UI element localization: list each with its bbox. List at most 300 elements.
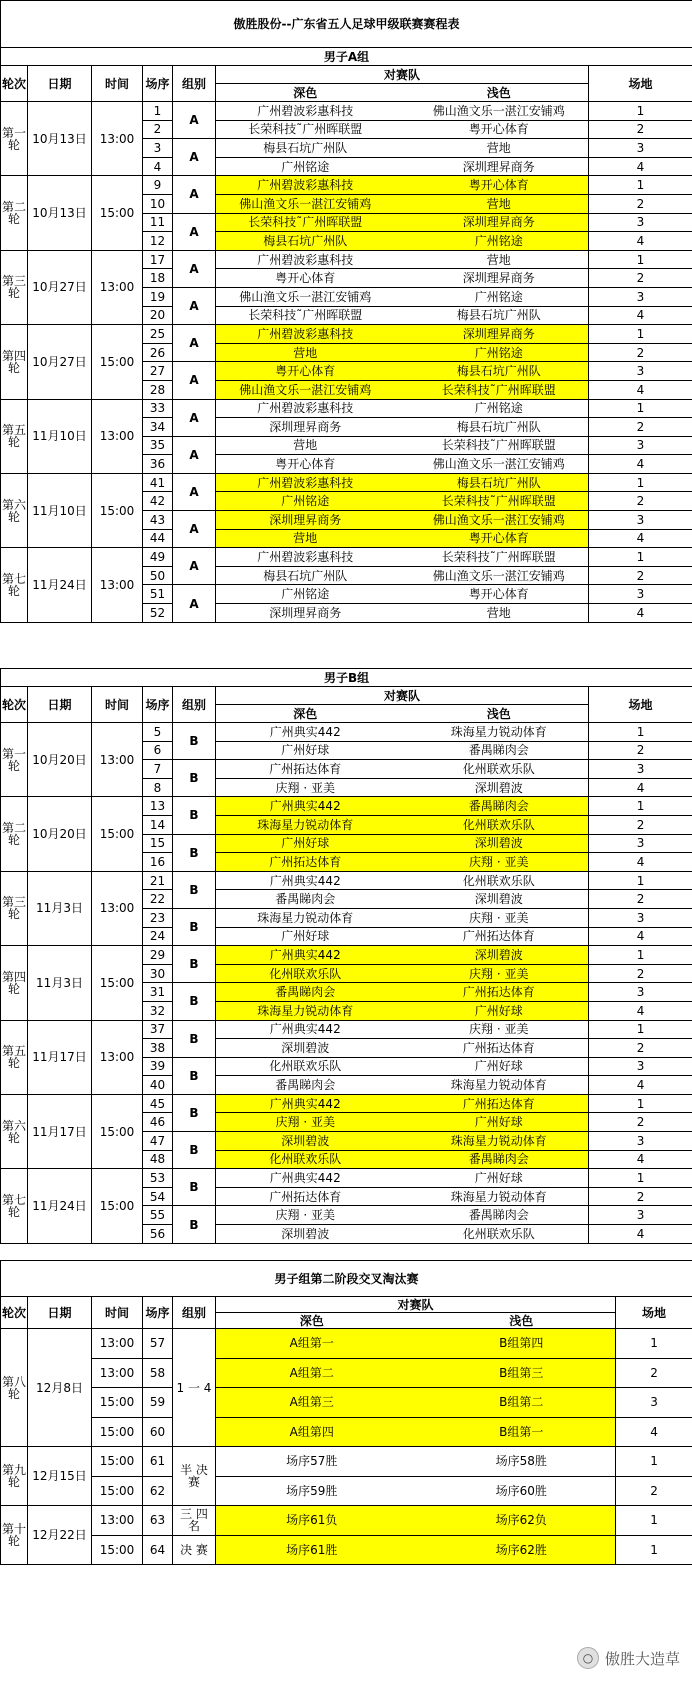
match-seq: 17 [143,250,173,269]
team-vs [395,797,410,816]
team-vs [395,455,410,474]
match-row [1,1020,692,1039]
team-vs [395,287,410,306]
match-venue: 1 [589,176,692,195]
team-vs [395,741,410,760]
match-row [1,946,692,965]
match-group: A [173,436,216,473]
team-vs [395,566,410,585]
match-venue: 1 [616,1329,692,1359]
header-vs [395,84,410,102]
team-light: 广州铭途 [410,399,589,418]
team-dark: 长荣科技˜广州晖联盟 [216,120,395,139]
header-dark: 深色 [216,1313,408,1329]
knockout-title-row [1,1261,692,1297]
team-vs [408,1535,428,1565]
team-light: 长荣科技˜广州晖联盟 [410,548,589,567]
round-date: 11月10日 [28,399,92,473]
match-seq: 55 [143,1206,173,1225]
team-dark: 场序61负 [216,1506,408,1536]
team-vs [395,250,410,269]
team-light: 番禺睇肉会 [410,1206,589,1225]
round-date: 10月20日 [28,797,92,871]
header-time: 时间 [92,66,143,102]
match-seq: 13 [143,797,173,816]
match-group: B [173,1132,216,1169]
team-vs [395,834,410,853]
header-seq: 场序 [143,1297,173,1329]
team-vs [408,1476,428,1506]
group-title-row [1,48,692,66]
team-dark: 粤开心体育 [216,455,395,474]
team-vs [395,436,410,455]
match-row [1,1535,692,1565]
header-row [1,66,692,84]
round-time: 15:00 [92,1094,143,1168]
team-light: 番禺睇肉会 [410,797,589,816]
team-vs [395,1039,410,1058]
team-light: 营地 [410,604,589,623]
team-vs [395,964,410,983]
round-date: 11月3日 [28,871,92,945]
round-date: 12月22日 [28,1506,92,1565]
header-date: 日期 [28,687,92,723]
team-light: 化州联欢乐队 [410,760,589,779]
team-vs [395,1206,410,1225]
match-venue: 1 [616,1506,692,1536]
match-row [1,1358,692,1388]
team-light: B组第三 [428,1358,616,1388]
match-group: A [173,548,216,585]
match-row [1,399,692,418]
match-venue: 3 [589,1206,692,1225]
team-dark: 广州典实442 [216,871,395,890]
round-time: 15:00 [92,325,143,399]
team-light: 广州拓达体育 [410,1094,589,1113]
schedule-sheet-group-a [0,0,692,623]
header-group: 组别 [173,66,216,102]
team-dark: 广州碧波彩惠科技 [216,102,395,121]
match-venue: 2 [616,1476,692,1506]
team-dark: 珠海星力锐动体育 [216,1001,395,1020]
team-light: B组第四 [428,1329,616,1359]
match-row [1,102,692,121]
team-dark: 长荣科技˜广州晖联盟 [216,213,395,232]
round-time: 15:00 [92,946,143,1020]
round-date: 10月13日 [28,102,92,176]
round-date: 12月15日 [28,1447,92,1506]
match-seq: 44 [143,529,173,548]
team-vs [395,418,410,437]
match-venue: 4 [589,306,692,325]
team-dark: 深圳碧波 [216,1225,395,1244]
match-seq: 52 [143,604,173,623]
match-venue: 4 [589,778,692,797]
match-seq: 38 [143,1039,173,1058]
match-seq: 47 [143,1132,173,1151]
match-time: 15:00 [92,1447,143,1477]
header-light: 浅色 [410,705,589,723]
team-dark: 化州联欢乐队 [216,1057,395,1076]
header-dark: 深色 [216,705,395,723]
match-venue: 3 [589,362,692,381]
round-time: 13:00 [92,723,143,797]
match-seq: 7 [143,760,173,779]
team-vs [395,723,410,742]
match-seq: 56 [143,1225,173,1244]
match-venue: 3 [589,139,692,158]
round-time: 15:00 [92,473,143,547]
team-light: 广州拓达体育 [410,1039,589,1058]
match-venue: 3 [589,585,692,604]
match-seq: 35 [143,436,173,455]
team-light: 番禺睇肉会 [410,741,589,760]
match-row [1,1447,692,1477]
match-seq: 64 [143,1535,173,1565]
team-light: 深圳碧波 [410,946,589,965]
team-dark: 广州拓达体育 [216,760,395,779]
match-group: A [173,139,216,176]
team-dark: 广州典实442 [216,797,395,816]
match-seq: 36 [143,455,173,474]
team-vs [395,1020,410,1039]
match-seq: 54 [143,1187,173,1206]
match-venue: 3 [589,908,692,927]
team-light: 广州拓达体育 [410,927,589,946]
match-group: B [173,1206,216,1243]
match-row [1,250,692,269]
team-vs [395,102,410,121]
match-seq: 32 [143,1001,173,1020]
team-light: 广州铭途 [410,287,589,306]
match-seq: 1 [143,102,173,121]
team-dark: 广州好球 [216,927,395,946]
header-date: 日期 [28,1297,92,1329]
team-light: 长荣科技˜广州晖联盟 [410,436,589,455]
round-time: 13:00 [92,102,143,176]
team-dark: 广州铭途 [216,157,395,176]
match-row [1,1388,692,1418]
knockout-table [0,1260,692,1565]
match-venue: 4 [589,1076,692,1095]
team-light: 粤开心体育 [410,585,589,604]
team-light: 珠海星力锐动体育 [410,723,589,742]
match-time: 13:00 [92,1506,143,1536]
team-vs [395,380,410,399]
group-title: 男子B组 [1,669,692,687]
match-venue: 4 [589,1001,692,1020]
match-venue: 1 [589,399,692,418]
match-group: B [173,797,216,834]
match-venue: 2 [589,343,692,362]
team-light: 庆翔 · 亚美 [410,853,589,872]
team-vs [408,1358,428,1388]
team-vs [395,529,410,548]
match-seq: 9 [143,176,173,195]
team-light: 佛山渔文乐一湛江安铺鸡 [410,102,589,121]
round-label: 第十轮 [1,1506,28,1565]
schedule-sheet-group-b [0,668,692,1244]
team-light: 营地 [410,194,589,213]
team-dark: 佛山渔文乐一湛江安铺鸡 [216,287,395,306]
match-seq: 61 [143,1447,173,1477]
match-time: 15:00 [92,1417,143,1447]
team-light: 深圳理昇商务 [410,157,589,176]
team-vs [395,232,410,251]
team-dark: 广州碧波彩惠科技 [216,250,395,269]
match-seq: 16 [143,853,173,872]
team-light: 深圳理昇商务 [410,213,589,232]
match-venue: 1 [616,1447,692,1477]
team-dark: 珠海星力锐动体育 [216,815,395,834]
team-vs [395,1057,410,1076]
match-group: B [173,908,216,945]
team-light: B组第二 [428,1388,616,1418]
match-venue: 4 [589,1150,692,1169]
team-light: 化州联欢乐队 [410,815,589,834]
team-vs [395,1132,410,1151]
group-a-table [0,0,692,623]
match-seq: 26 [143,343,173,362]
round-time: 15:00 [92,176,143,250]
match-seq: 21 [143,871,173,890]
team-dark: 佛山渔文乐一湛江安铺鸡 [216,380,395,399]
team-vs [395,473,410,492]
match-group: A [173,287,216,324]
team-dark: 粤开心体育 [216,269,395,288]
team-dark: 广州拓达体育 [216,1187,395,1206]
match-seq: 45 [143,1094,173,1113]
team-dark: 营地 [216,529,395,548]
team-vs [395,1187,410,1206]
match-seq: 11 [143,213,173,232]
match-venue: 2 [589,418,692,437]
match-venue: 1 [589,102,692,121]
team-light: 粤开心体育 [410,120,589,139]
match-venue: 2 [589,194,692,213]
team-vs [395,585,410,604]
match-time: 13:00 [92,1329,143,1359]
team-light: 番禺睇肉会 [410,1150,589,1169]
match-venue: 3 [589,834,692,853]
team-light: 广州铭途 [410,343,589,362]
round-label: 第六轮 [1,473,28,547]
match-venue: 4 [589,1225,692,1244]
team-dark: 广州碧波彩惠科技 [216,176,395,195]
team-light: 珠海星力锐动体育 [410,1076,589,1095]
match-group: B [173,946,216,983]
match-venue: 3 [589,213,692,232]
match-venue: 1 [589,797,692,816]
team-dark: 番禺睇肉会 [216,890,395,909]
match-venue: 3 [589,983,692,1002]
match-row [1,1094,692,1113]
team-dark: 深圳理昇商务 [216,511,395,530]
match-venue: 4 [589,853,692,872]
group-b-table [0,668,692,1244]
match-seq: 34 [143,418,173,437]
team-light: 场序60胜 [428,1476,616,1506]
match-row [1,1506,692,1536]
header-round: 轮次 [1,1297,28,1329]
team-vs [408,1388,428,1418]
match-venue: 3 [589,436,692,455]
team-vs [408,1329,428,1359]
team-vs [395,1113,410,1132]
match-seq: 30 [143,964,173,983]
team-dark: 广州碧波彩惠科技 [216,473,395,492]
team-vs [395,343,410,362]
group-title: 男子A组 [1,48,692,66]
team-vs [395,362,410,381]
group-title-row [1,669,692,687]
match-time: 13:00 [92,1358,143,1388]
match-seq: 48 [143,1150,173,1169]
match-seq: 4 [143,157,173,176]
watermark-text: 傲胜大造草 [604,1649,680,1668]
wechat-icon: ○ [577,1647,599,1669]
team-light: 营地 [410,139,589,158]
team-dark: 庆翔 · 亚美 [216,778,395,797]
match-venue: 1 [616,1535,692,1565]
round-date: 11月3日 [28,946,92,1020]
team-light: 广州好球 [410,1113,589,1132]
match-venue: 2 [589,1187,692,1206]
match-venue: 3 [589,287,692,306]
round-date: 10月20日 [28,723,92,797]
header-teams: 对赛队 [216,687,589,705]
match-seq: 33 [143,399,173,418]
team-light: 广州好球 [410,1057,589,1076]
team-light: 深圳理昇商务 [410,269,589,288]
match-venue: 1 [589,325,692,344]
team-dark: 广州典实442 [216,723,395,742]
match-group: B [173,760,216,797]
match-seq: 20 [143,306,173,325]
match-seq: 50 [143,566,173,585]
match-row [1,1329,692,1359]
team-vs [395,871,410,890]
team-vs [395,1094,410,1113]
match-seq: 8 [143,778,173,797]
match-venue: 4 [589,604,692,623]
match-time: 15:00 [92,1535,143,1565]
round-label: 第三轮 [1,871,28,945]
team-light: 庆翔 · 亚美 [410,1020,589,1039]
round-date: 11月24日 [28,548,92,622]
team-vs [395,492,410,511]
match-row [1,176,692,195]
round-label: 第七轮 [1,1169,28,1243]
team-light: B组第一 [428,1417,616,1447]
match-venue: 4 [616,1417,692,1447]
team-light: 深圳碧波 [410,890,589,909]
section-gap [0,626,692,668]
header-group: 组别 [173,1297,216,1329]
watermark [577,1647,680,1669]
round-label: 第七轮 [1,548,28,622]
schedule-sheet-knockout [0,1260,692,1565]
section-gap [0,1244,692,1260]
team-dark: 广州铭途 [216,492,395,511]
match-venue: 1 [589,1094,692,1113]
match-row [1,325,692,344]
match-venue: 1 [589,548,692,567]
match-group: B [173,871,216,908]
team-light: 梅县石坑广州队 [410,362,589,381]
round-time: 15:00 [92,797,143,871]
team-vs [395,269,410,288]
match-seq: 53 [143,1169,173,1188]
team-vs [395,853,410,872]
team-light: 佛山渔文乐一湛江安铺鸡 [410,511,589,530]
round-label: 第二轮 [1,797,28,871]
match-seq: 3 [143,139,173,158]
match-venue: 2 [589,120,692,139]
title-row [1,1,692,48]
team-light: 佛山渔文乐一湛江安铺鸡 [410,566,589,585]
match-venue: 3 [589,760,692,779]
match-venue: 1 [589,946,692,965]
round-label: 第八轮 [1,1329,28,1447]
match-venue: 2 [589,1113,692,1132]
header-date: 日期 [28,66,92,102]
team-dark: A组第三 [216,1388,408,1418]
match-seq: 57 [143,1329,173,1359]
team-vs [395,325,410,344]
match-group: B [173,1169,216,1206]
match-group: A [173,213,216,250]
team-vs [395,604,410,623]
team-vs [395,815,410,834]
team-light: 化州联欢乐队 [410,1225,589,1244]
team-light: 庆翔 · 亚美 [410,908,589,927]
round-label: 第一轮 [1,102,28,176]
team-dark: 化州联欢乐队 [216,1150,395,1169]
match-seq: 10 [143,194,173,213]
team-light: 佛山渔文乐一湛江安铺鸡 [410,455,589,474]
match-row [1,871,692,890]
team-vs [395,511,410,530]
match-venue: 1 [589,250,692,269]
team-light: 场序58胜 [428,1447,616,1477]
team-vs [395,194,410,213]
header-seq: 场序 [143,687,173,723]
match-group: B [173,834,216,871]
team-dark: 佛山渔文乐一湛江安铺鸡 [216,194,395,213]
match-group: A [173,250,216,287]
match-row [1,548,692,567]
team-vs [395,1150,410,1169]
match-venue: 3 [589,511,692,530]
match-venue: 1 [589,723,692,742]
match-group: 三 四 名 [173,1506,216,1536]
match-seq: 23 [143,908,173,927]
team-vs [395,1076,410,1095]
header-round: 轮次 [1,66,28,102]
match-row [1,1417,692,1447]
team-dark: 广州好球 [216,741,395,760]
team-vs [395,983,410,1002]
match-seq: 19 [143,287,173,306]
header-dark: 深色 [216,84,395,102]
match-venue: 4 [589,927,692,946]
match-seq: 2 [143,120,173,139]
match-row [1,1169,692,1188]
round-label: 第五轮 [1,1020,28,1094]
match-seq: 22 [143,890,173,909]
match-seq: 24 [143,927,173,946]
